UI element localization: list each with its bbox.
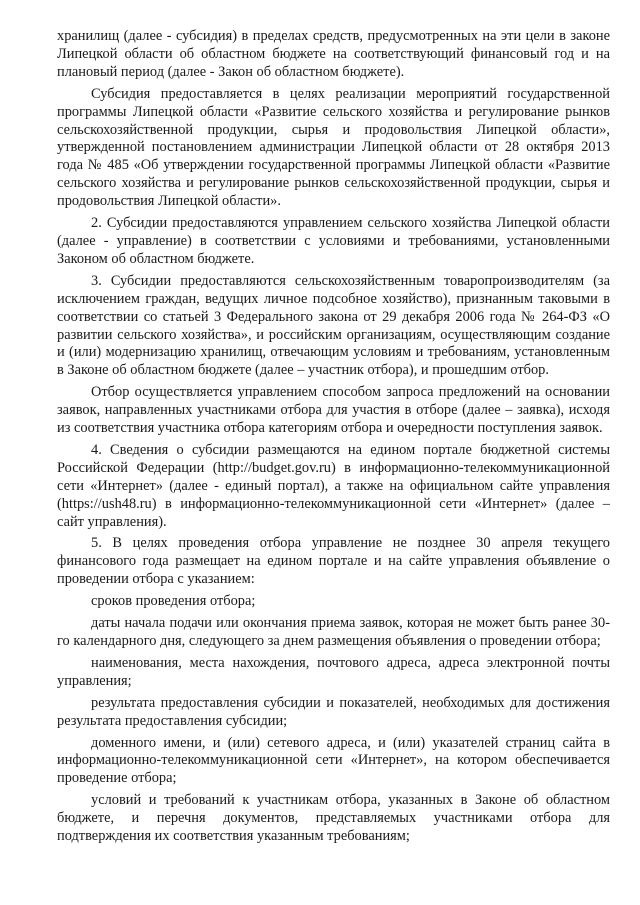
paragraph-continuation: хранилищ (далее - субсидия) в пределах средств, предусмотренных на эти цели в законе Липецкой области об областном бюджете на соответствующий финансовый год и на плановый период (далее - Закон об областном бюджете). [57,28,610,80]
list-item-result: результата предоставления субсидии и показателей, необходимых для достижения результата предоставления субсидии; [57,694,610,729]
list-item-contacts: наименования, места нахождения, почтового адреса, адреса электронной почты управления; [57,654,610,689]
paragraph-item-5: 5. В целях проведения отбора управление не позднее 30 апреля текущего финансового года размещает на едином портале и на сайте управления объявление о проведении отбора с указанием: [57,535,610,588]
paragraph-item-3: 3. Субсидии предоставляются сельскохозяйственным товаропроизводителям (за исключением граждан, ведущих личное подсобное хозяйство), признанным таковыми в соответствии со статьей 3 Федерального закона от 29 декабря 2006 года № 264-ФЗ «О развитии сельского хозяйства», и российским организациям, осуществляющим создание и (или) модернизацию хранилищ, отвечающим условиям и требованиям, установленным в Законе об областном бюджете (далее – участник отбора), и прошедшим отбор. [57,272,610,379]
list-item-domain: доменного имени, и (или) сетевого адреса, и (или) указателей страниц сайта в информационно-телекоммуникационной сети «Интернет», на котором обеспечивается проведение отбора; [57,734,610,787]
paragraph-selection-method: Отбор осуществляется управлением способом запроса предложений на основании заявок, направленных участниками отбора для участия в отборе (далее – заявка), исходя из соответствия участника отбора категориям отбора и очередности поступления заявок. [57,384,610,437]
list-item-selection-dates: сроков проведения отбора; [91,593,256,610]
paragraph-item-2: 2. Субсидии предоставляются управлением сельского хозяйства Липецкой области (далее - управление) в соответствии с условиями и требованиями, установленными Законом об областном бюджете. [57,215,610,267]
paragraph-subsidy-purpose: Субсидия предоставляется в целях реализации мероприятий государственной программы Липецкой области «Развитие сельского хозяйства и регулирование рынков сельскохозяйственной продукции, сырья и продовольствия Липецкой области», утвержденной постановлением администрации Липецкой области от 28 октября 2013 года № 485 «Об утверждении государственной программы Липецкой области «Развитие сельского хозяйства и регулирование рынков сельскохозяйственной продукции, сырья и продовольствия Липецкой области». [57,85,610,210]
paragraph-item-4: 4. Сведения о субсидии размещаются на едином портале бюджетной системы Российской Федерации (http://budget.gov.ru) в информационно-телекоммуникационной сети «Интернет» (далее - единый портал), а также на официальном сайте управления (https://ush48.ru) в информационно-телекоммуникационной сети «Интернет» (далее – сайт управления). [57,441,610,530]
list-item-requirements: условий и требований к участникам отбора, указанных в Законе об областном бюджете, и перечня документов, представляемых участниками отбора для подтверждения их соответствия указанным требованиям; [57,792,610,845]
list-item-application-dates: даты начала подачи или окончания приема заявок, которая не может быть ранее 30-го календарного дня, следующего за днем размещения объявления о проведении отбора; [57,615,610,649]
document-page [57,28,610,850]
